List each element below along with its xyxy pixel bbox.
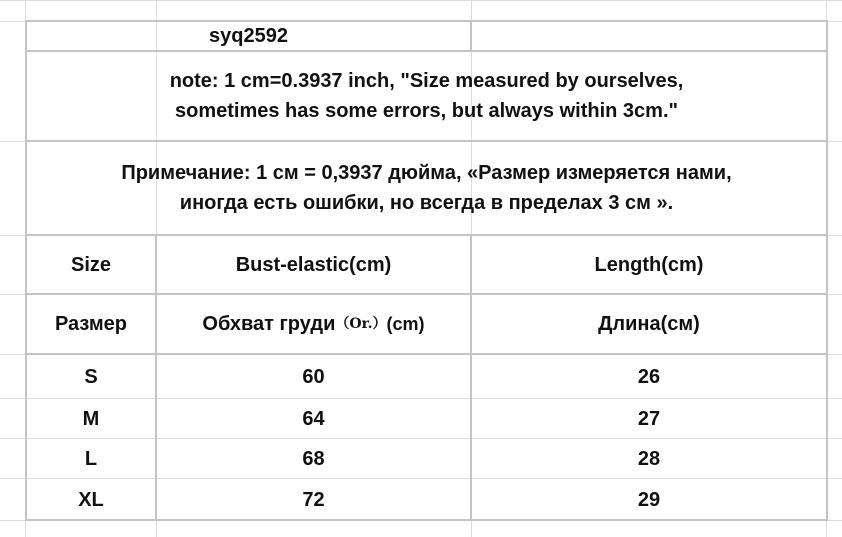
table-row-bust: 64 (302, 408, 325, 430)
header-bust: Bust-elastic(cm) (235, 253, 392, 276)
table-border (826, 20, 828, 521)
table-row-length: 26 (637, 366, 661, 388)
note-russian-line-2: иногда есть ошибки, но всегда в пределах 3 см ». (179, 192, 674, 214)
table-row-bust: 72 (302, 488, 325, 511)
header-bust-ru-unit: (cm) (386, 314, 425, 334)
note-english-line-1: note: 1 cm=0.3937 inch, "Size measured by ourselves, (169, 70, 684, 92)
table-row-bust: 68 (302, 448, 325, 470)
table-row-bust: 60 (302, 366, 325, 388)
table-row-length: 27 (637, 408, 661, 430)
header-length: Length(cm) (594, 253, 704, 276)
table-border (25, 353, 828, 355)
table-border (470, 20, 472, 52)
note-russian (27, 142, 826, 234)
header-size: Size (70, 253, 112, 276)
grid-line (0, 0, 842, 1)
table-row-size: M (82, 408, 100, 430)
note-english (27, 52, 826, 140)
header-bust-ru-paren: （Or.） (335, 316, 387, 332)
note-english-line-2: sometimes has some errors, but always within 3cm." (175, 100, 678, 122)
product-code: syq2592 (209, 25, 288, 47)
header-bust-ru (157, 295, 470, 353)
note-russian-line-1: Примечание: 1 см = 0,3937 дюйма, «Размер измеряется нами, (121, 162, 732, 184)
table-row-size: S (84, 366, 98, 388)
header-size-ru: Размер (54, 313, 128, 335)
header-length-ru: Длина(см) (598, 313, 700, 335)
table-row-size: XL (78, 488, 104, 511)
header-bust-ru-main: Обхват груди (202, 313, 336, 335)
table-row-length: 29 (637, 488, 661, 511)
table-row-size: L (84, 448, 98, 470)
table-row-length: 28 (637, 448, 661, 470)
